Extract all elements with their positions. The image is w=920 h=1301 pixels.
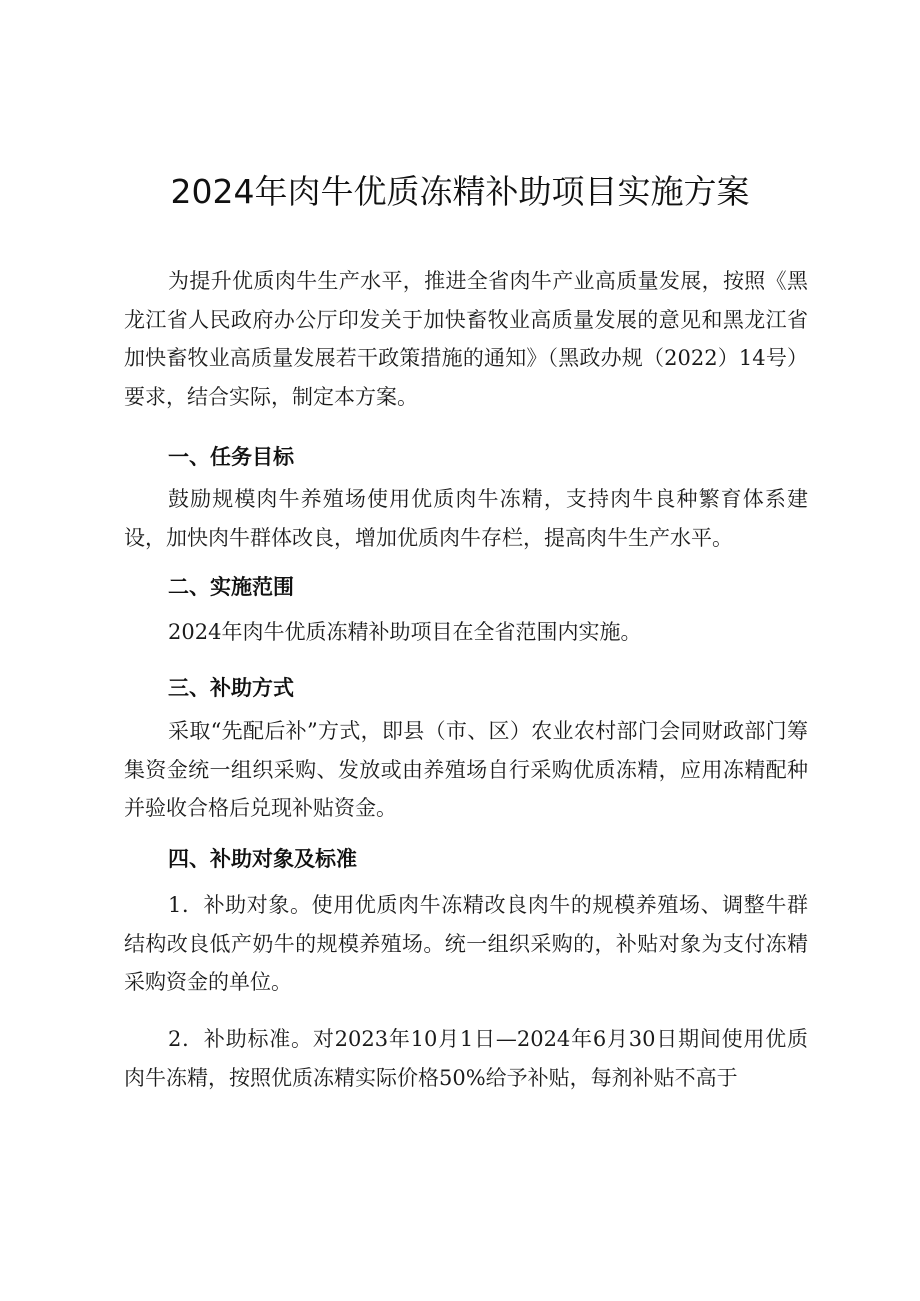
- section-text-goals: 鼓励规模肉牛养殖场使用优质肉牛冻精，支持肉牛良种繁育体系建设，加快肉牛群体改良，增加优质肉牛存栏，提高肉牛生产水平。: [124, 487, 808, 550]
- section-heading-goals: 一、任务目标: [168, 445, 294, 469]
- section-text-scope: 2024年肉牛优质冻精补助项目在全省范围内实施。: [168, 620, 642, 644]
- section-heading-scope: 二、实施范围: [168, 575, 294, 599]
- section-heading-standards: 四、补助对象及标准: [168, 847, 357, 871]
- intro-paragraph: 为提升优质肉牛生产水平，推进全省肉牛产业高质量发展，按照《黑龙江省人民政府办公厅印发关于加快畜牧业高质量发展的意见和黑龙江省加快畜牧业高质量发展若干政策措施的通知》（黑政办规（2022）14号）要求，结合实际，制定本方案。: [124, 269, 808, 409]
- standards-item-1: 1．补助对象。使用优质肉牛冻精改良肉牛的规模养殖场、调整牛群结构改良低产奶牛的规模养殖场。统一组织采购的，补贴对象为支付冻精采购资金的单位。: [124, 893, 808, 994]
- section-text-method: 采取“先配后补”方式，即县（市、区）农业农村部门会同财政部门筹集资金统一组织采购、发放或由养殖场自行采购优质冻精，应用冻精配种并验收合格后兑现补贴资金。: [124, 719, 808, 820]
- standards-item-2: 2．补助标准。对2023年10月1日—2024年6月30日期间使用优质肉牛冻精，按照优质冻精实际价格50%给予补贴，每剂补贴不高于: [124, 1027, 808, 1090]
- section-heading-method: 三、补助方式: [168, 676, 294, 700]
- document-title: 2024年肉牛优质冻精补助项目实施方案: [170, 172, 750, 211]
